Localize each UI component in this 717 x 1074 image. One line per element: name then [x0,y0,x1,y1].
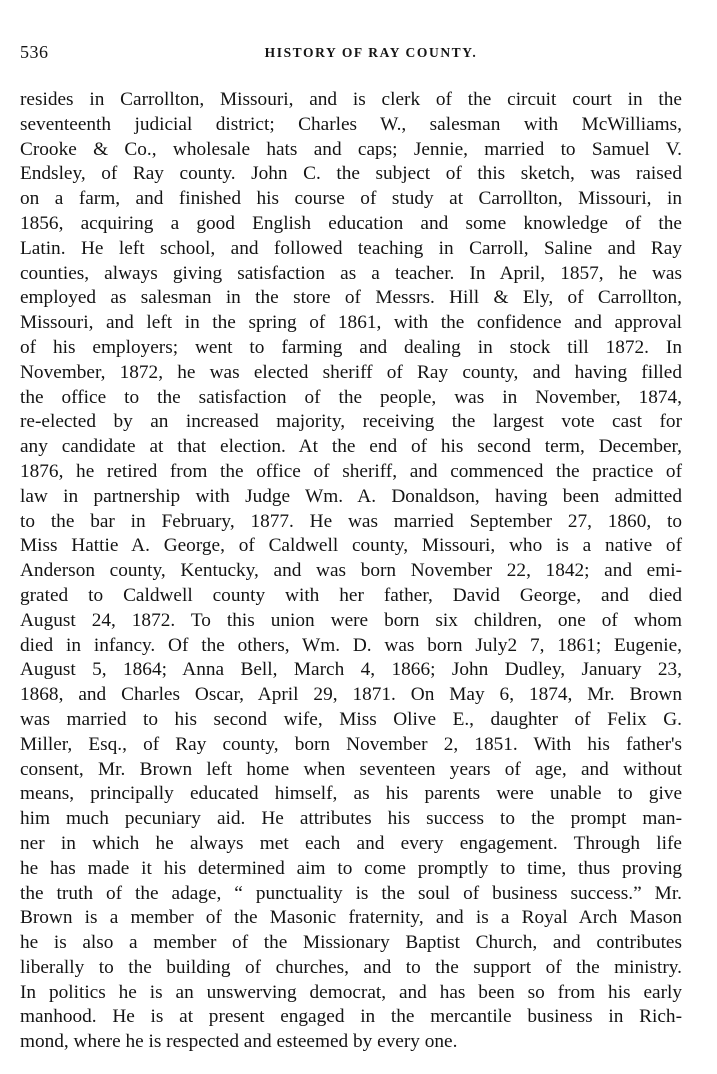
text-line: Latin. He left school, and followed teaching in Carroll, Saline and Ray [20,237,682,259]
text-line: any candidate at that election. At the end of his second term, December, [20,436,682,458]
text-line: Missouri, and left in the spring of 1861, with the confidence and approval [20,312,682,334]
text-line: November, 1872, he was elected sheriff of Ray county, and having filled [20,361,682,383]
text-line: grated to Caldwell county with her father, David George, and died [20,584,682,606]
text-line: consent, Mr. Brown left home when seventeen years of age, and without [20,758,682,780]
text-line: 1876, he retired from the office of sheriff, and commenced the practice of [20,460,682,482]
text-line: August 24, 1872. To this union were born six children, one of whom [20,609,682,631]
text-line: Miller, Esq., of Ray county, born November 2, 1851. With his father's [20,733,682,755]
text-line: re-elected by an increased majority, receiving the largest vote cast for [20,411,682,433]
page-number: 536 [20,42,49,62]
text-line: resides in Carrollton, Missouri, and is clerk of the circuit court in the [20,89,682,110]
text-line: liberally to the building of churches, and to the support of the ministry. [20,956,682,978]
text-line: law in partnership with Judge Wm. A. Donaldson, having been admitted [20,485,682,507]
running-title: HISTORY OF RAY COUNTY. [264,45,478,60]
text-line: he is also a member of the Missionary Baptist Church, and contributes [20,932,682,954]
text-line: means, principally educated himself, as his parents were unable to give [20,783,682,805]
body-text [20,88,682,1055]
text-line: to the bar in February, 1877. He was married September 27, 1860, to [20,510,682,532]
text-line: he has made it his determined aim to come promptly to time, thus proving [20,857,682,879]
text-line: him much pecuniary aid. He attributes his success to the prompt man- [20,808,682,830]
text-line: Endsley, of Ray county. John C. the subject of this sketch, was raised [20,163,682,185]
text-line: the truth of the adage, “ punctuality is the soul of business success.” Mr. [20,882,682,904]
text-line: Crooke & Co., wholesale hats and caps; Jennie, married to Samuel V. [20,138,682,160]
text-line: Miss Hattie A. George, of Caldwell county, Missouri, who is a native of [20,535,682,557]
text-line: the office to the satisfaction of the people, was in November, 1874, [20,386,682,408]
text-line: Anderson county, Kentucky, and was born November 22, 1842; and emi- [20,560,682,582]
text-line: was married to his second wife, Miss Olive E., daughter of Felix G. [20,708,682,730]
text-line: employed as salesman in the store of Messrs. Hill & Ely, of Carrollton, [20,287,682,309]
text-line: manhood. He is at present engaged in the mercantile business in Rich- [20,1006,682,1028]
text-line: seventeenth judicial district; Charles W., salesman with McWilliams, [20,113,682,135]
text-line: mond, where he is respected and esteemed by every one. [20,1031,458,1053]
text-line: on a farm, and finished his course of study at Carrollton, Missouri, in [20,188,682,210]
text-line: died in infancy. Of the others, Wm. D. was born July2 7, 1861; Eugenie, [20,634,682,656]
text-line: August 5, 1864; Anna Bell, March 4, 1866; John Dudley, January 23, [20,659,682,681]
text-line: 1856, acquiring a good English education and some knowledge of the [20,212,682,234]
text-line: 1868, and Charles Oscar, April 29, 1871. On May 6, 1874, Mr. Brown [20,684,682,706]
text-line: Brown is a member of the Masonic fraternity, and is a Royal Arch Mason [20,907,682,929]
page-header [20,42,682,66]
text-line: ner in which he always met each and every engagement. Through life [20,832,682,854]
text-line: In politics he is an unswerving democrat, and has been so from his early [20,981,682,1003]
text-line: of his employers; went to farming and dealing in stock till 1872. In [20,336,682,358]
text-line: counties, always giving satisfaction as a teacher. In April, 1857, he was [20,262,682,284]
